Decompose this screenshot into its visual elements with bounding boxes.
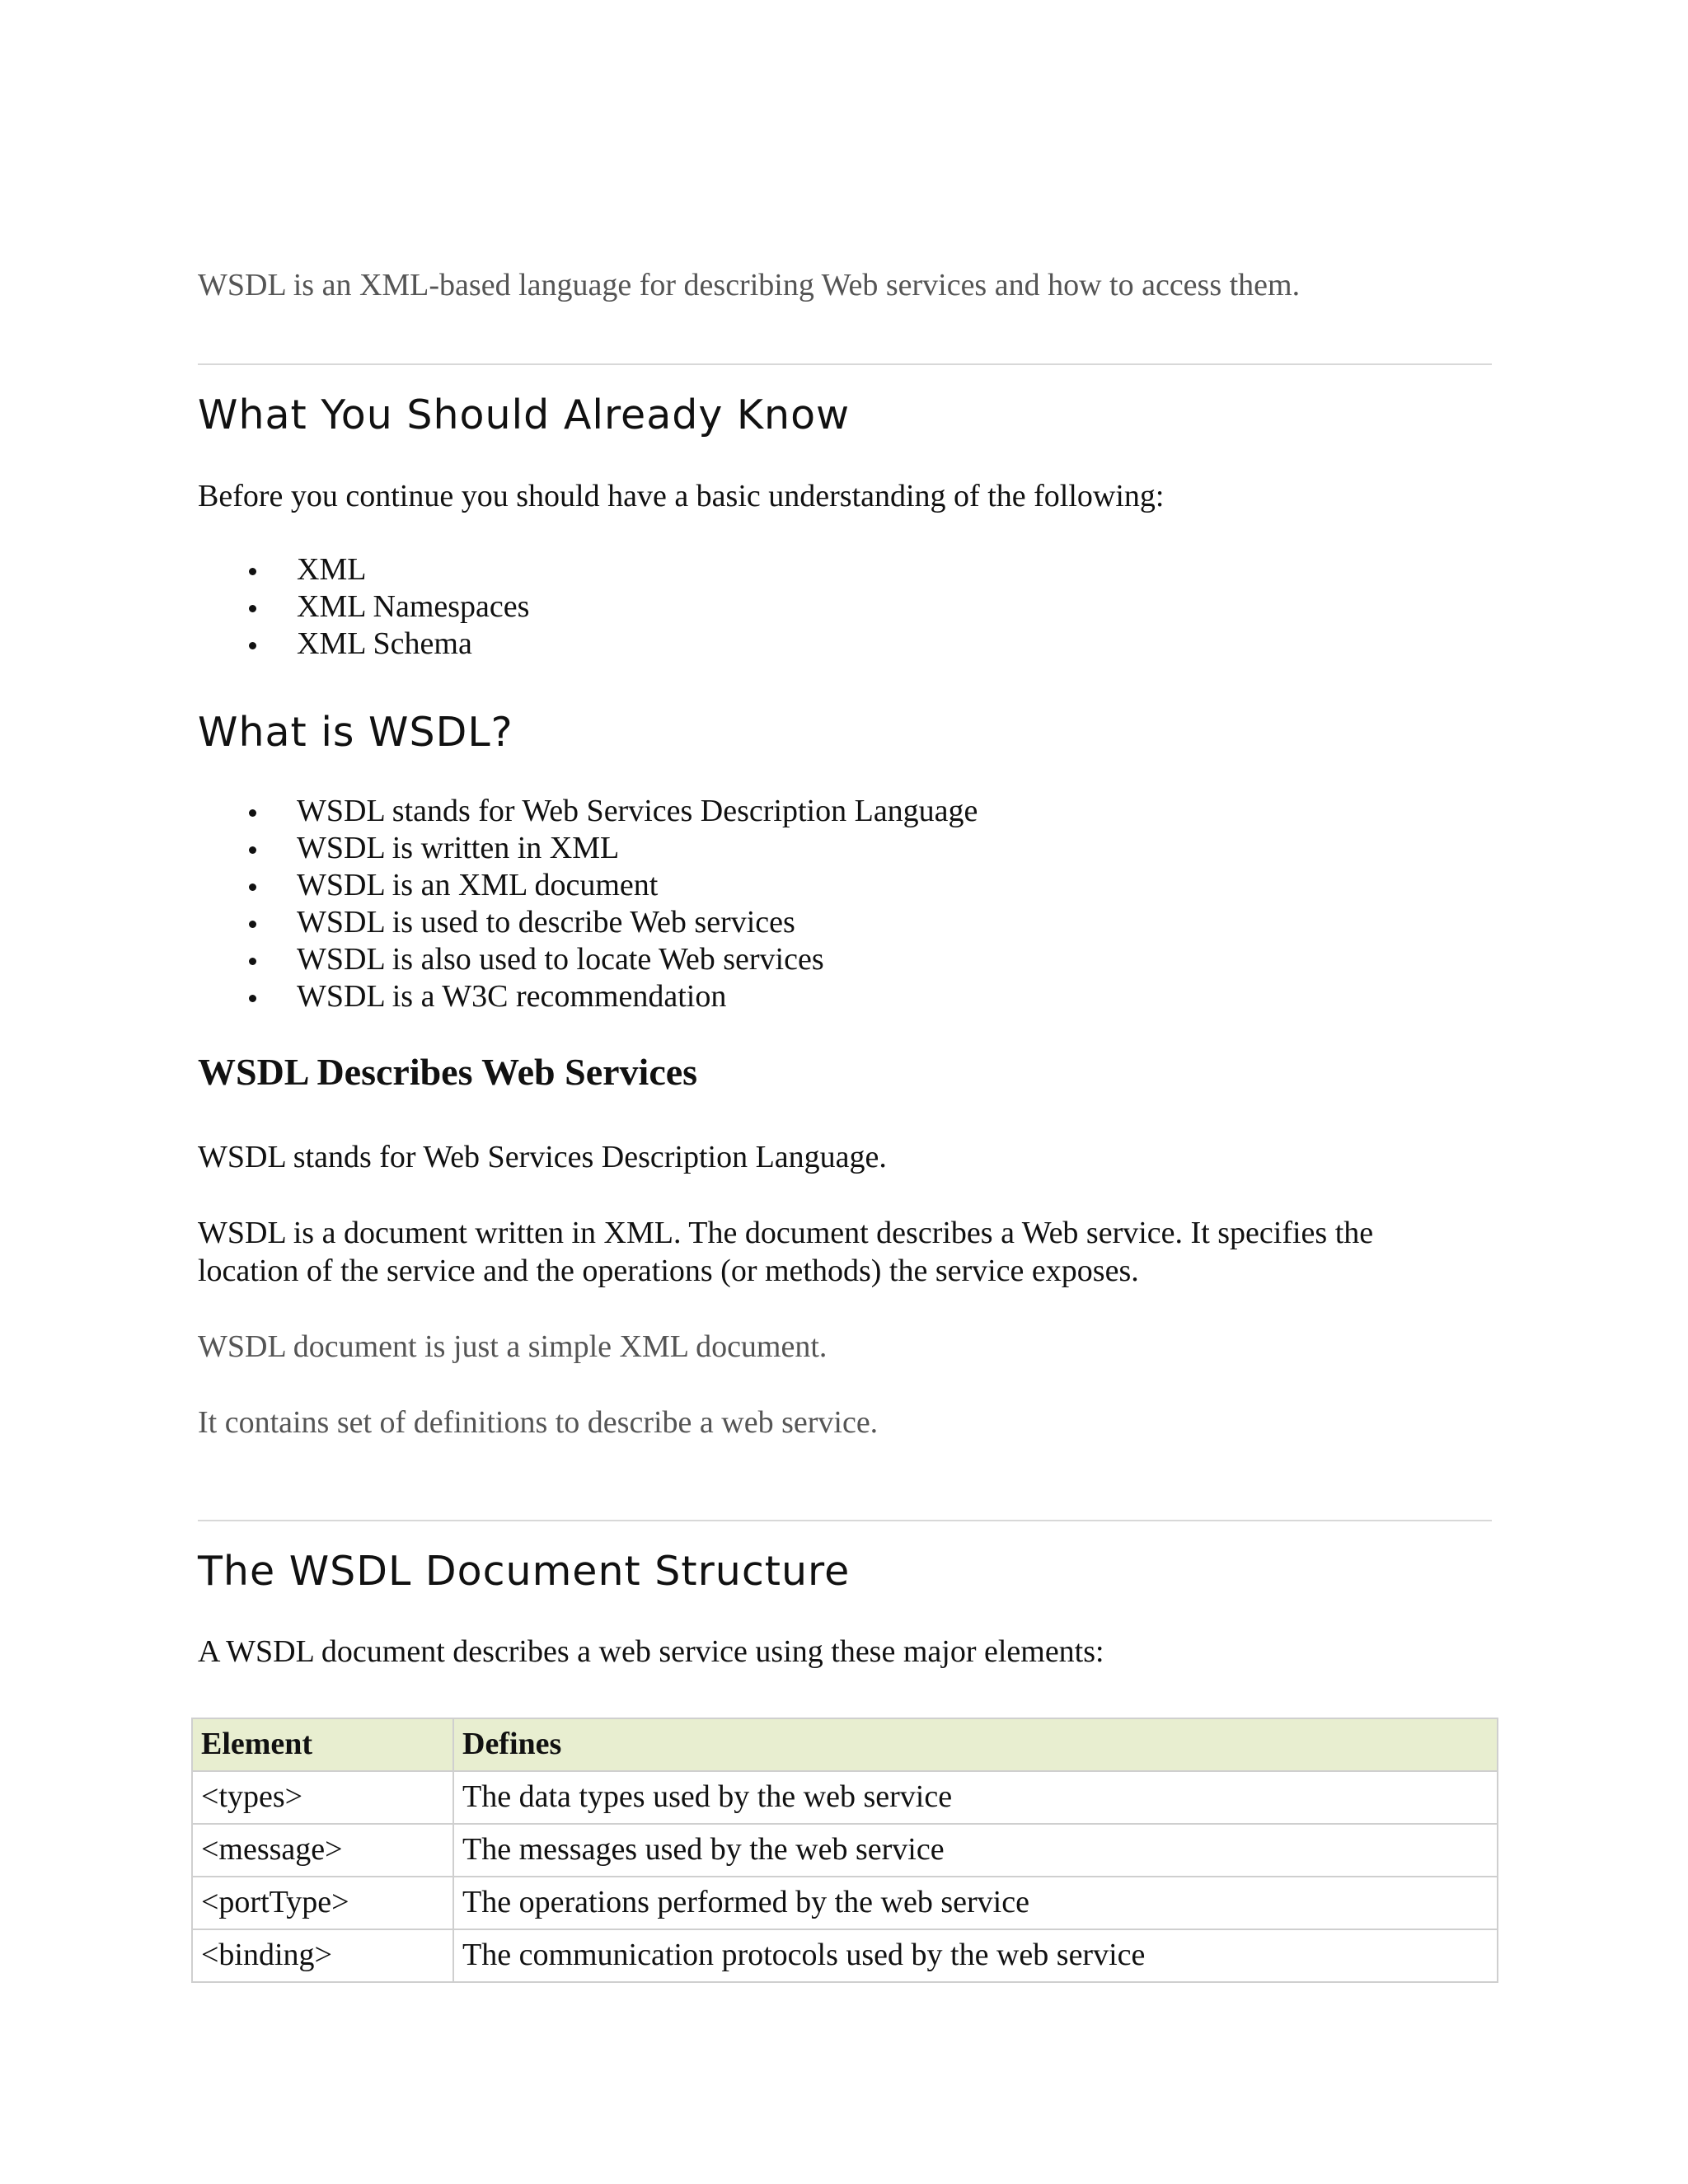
- bullet-icon: [249, 568, 256, 575]
- describes-paragraph-2-line-1: WSDL is a document written in XML. The document describes a Web service. It specifies the: [198, 1216, 1374, 1250]
- column-header-element: Element: [192, 1718, 453, 1771]
- bullet-icon: [249, 605, 256, 612]
- table-cell-element: <types>: [192, 1771, 453, 1824]
- bullet-icon: [249, 883, 256, 891]
- heading-document-structure: The WSDL Document Structure: [198, 1548, 851, 1595]
- table-header-row: [192, 1718, 1498, 1771]
- bullet-icon: [249, 809, 256, 817]
- prerequisites-lead: Before you continue you should have a basic understanding of the following:: [198, 479, 1165, 513]
- table-cell-defines: The data types used by the web service: [453, 1771, 1498, 1824]
- table-cell-element: <binding>: [192, 1929, 453, 1982]
- elements-table: [191, 1718, 1498, 1983]
- list-item: XML: [198, 551, 529, 588]
- table-cell-element: <message>: [192, 1824, 453, 1877]
- table-row: [192, 1771, 1498, 1824]
- heading-what-you-should-know: What You Should Already Know: [198, 391, 851, 438]
- list-item: WSDL is also used to locate Web services: [198, 941, 978, 978]
- wsdl-facts-list: [198, 793, 978, 1015]
- column-header-defines: Defines: [453, 1718, 1498, 1771]
- list-item: WSDL is a W3C recommendation: [198, 978, 978, 1015]
- describes-paragraph-3: WSDL document is just a simple XML document.: [198, 1329, 828, 1364]
- describes-paragraph-2-line-2: location of the service and the operations (or methods) the service exposes.: [198, 1254, 1139, 1288]
- list-item: XML Namespaces: [198, 588, 529, 626]
- divider: [198, 1520, 1492, 1521]
- bullet-icon: [249, 642, 256, 649]
- table-cell-defines: The messages used by the web service: [453, 1824, 1498, 1877]
- bullet-icon: [249, 995, 256, 1002]
- describes-paragraph-4: It contains set of definitions to describe a web service.: [198, 1405, 879, 1440]
- table-row: [192, 1877, 1498, 1929]
- describes-paragraph-1: WSDL stands for Web Services Description Language.: [198, 1140, 887, 1174]
- bullet-icon: [249, 958, 256, 965]
- list-item: WSDL is written in XML: [198, 830, 978, 867]
- list-item: XML Schema: [198, 626, 529, 663]
- divider: [198, 363, 1492, 365]
- list-item: WSDL is used to describe Web services: [198, 904, 978, 941]
- heading-what-is-wsdl: What is WSDL?: [198, 709, 513, 756]
- bullet-icon: [249, 846, 256, 854]
- table-row: [192, 1929, 1498, 1982]
- heading-wsdl-describes-web-services: WSDL Describes Web Services: [198, 1051, 698, 1093]
- list-item: WSDL stands for Web Services Description Language: [198, 793, 978, 830]
- intro-paragraph: WSDL is an XML-based language for describing Web services and how to access them.: [198, 268, 1301, 302]
- table-cell-defines: The communication protocols used by the web service: [453, 1929, 1498, 1982]
- table-cell-element: <portType>: [192, 1877, 453, 1929]
- prerequisites-list: [198, 551, 529, 663]
- list-item: WSDL is an XML document: [198, 867, 978, 904]
- table-cell-defines: The operations performed by the web service: [453, 1877, 1498, 1929]
- bullet-icon: [249, 921, 256, 928]
- table-row: [192, 1824, 1498, 1877]
- structure-lead: A WSDL document describes a web service using these major elements:: [198, 1634, 1104, 1669]
